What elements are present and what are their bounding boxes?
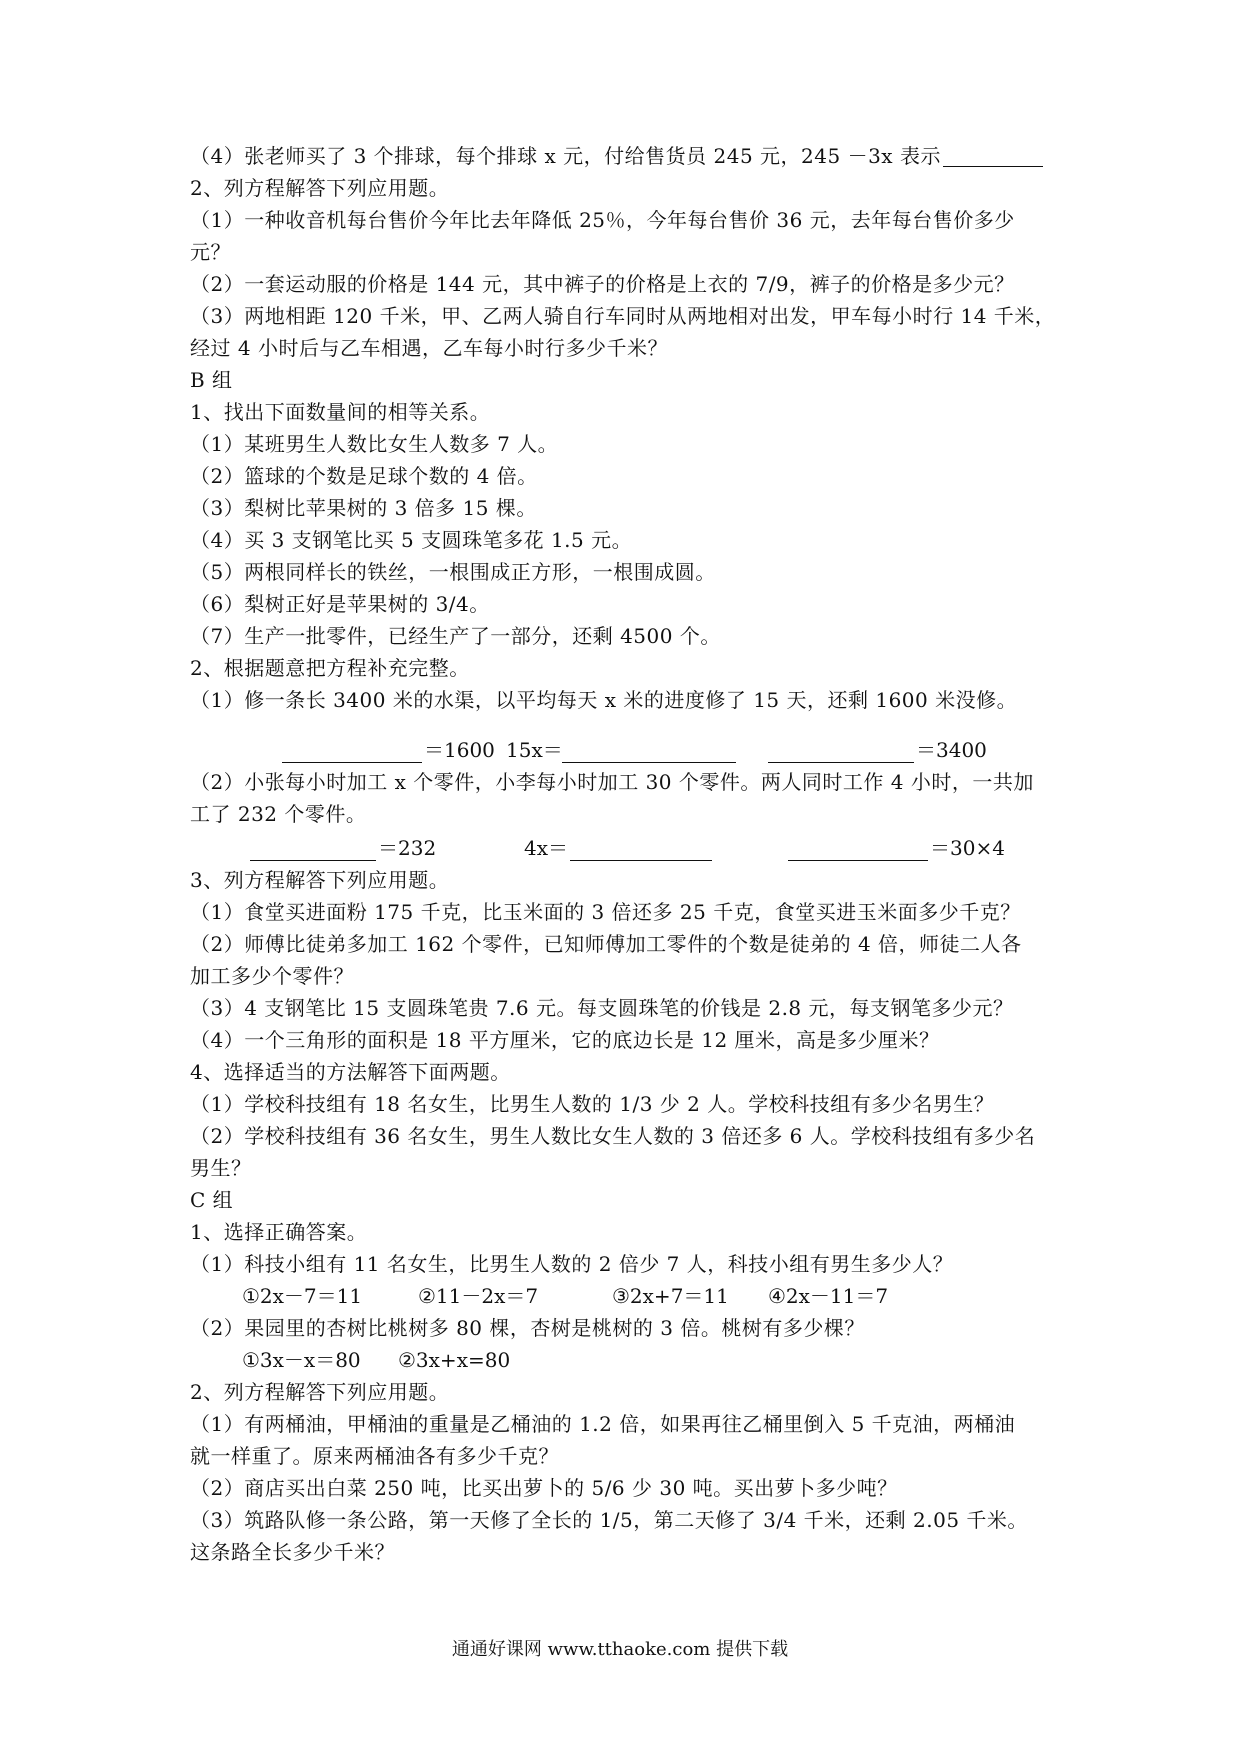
text-line: （6）梨树正好是苹果树的 3/4。 <box>190 592 490 616</box>
choice-option: ②11－2x＝7 <box>418 1284 539 1308</box>
text-line: （2）篮球的个数是足球个数的 4 倍。 <box>190 464 538 488</box>
equation-part: ＝232 <box>378 836 437 860</box>
text-line: （5）两根同样长的铁丝，一根围成正方形，一根围成圆。 <box>190 560 716 584</box>
text-line: （2）果园里的杏树比桃树多 80 棵，杏树是桃树的 3 倍。桃树有多少棵？ <box>190 1316 865 1340</box>
text-line: （3）两地相距 120 千米，甲、乙两人骑自行车同时从两地相对出发，甲车每小时行 14 千米， <box>190 304 1056 328</box>
answer-blank <box>768 740 914 763</box>
section-heading: 1、选择正确答案。 <box>190 1220 368 1244</box>
text-line: （1）食堂买进面粉 175 千克，比玉米面的 3 倍还多 25 千克，食堂买进玉米面多少千克？ <box>190 900 1021 924</box>
text-line: 元？ <box>190 240 231 264</box>
text-line: （2）商店买出白菜 250 吨，比买出萝卜的 5/6 少 30 吨。买出萝卜多少吨？ <box>190 1476 898 1500</box>
text-line: （2）一套运动服的价格是 144 元，其中裤子的价格是上衣的 7/9，裤子的价格是多少元？ <box>190 272 1015 296</box>
text-line: （2）学校科技组有 36 名女生，男生人数比女生人数的 3 倍还多 6 人。学校科技组有多少名 <box>190 1124 1036 1148</box>
text-line: （4）张老师买了 3 个排球，每个排球 x 元，付给售货员 245 元，245 －3x 表示 <box>190 140 1070 172</box>
choice-option: ③2x+7＝11 <box>612 1284 729 1308</box>
text-line: （3）梨树比苹果树的 3 倍多 15 棵。 <box>190 496 537 520</box>
section-heading: 2、列方程解答下列应用题。 <box>190 176 450 200</box>
answer-blank <box>788 838 928 861</box>
section-heading: 4、选择适当的方法解答下面两题。 <box>190 1060 511 1084</box>
equation-part: 4x＝ <box>524 836 569 860</box>
choice-option: ①2x－7＝11 <box>242 1284 363 1308</box>
group-heading-c: C 组 <box>190 1188 234 1212</box>
text-line: 工了 232 个零件。 <box>190 802 367 826</box>
text-line: 加工多少个零件？ <box>190 964 354 988</box>
section-heading: 3、列方程解答下列应用题。 <box>190 868 450 892</box>
group-heading-b: B 组 <box>190 368 233 392</box>
answer-blank <box>282 740 422 763</box>
section-heading: 2、列方程解答下列应用题。 <box>190 1380 450 1404</box>
equation-part: ＝3400 <box>916 738 987 762</box>
section-heading: 1、找出下面数量间的相等关系。 <box>190 400 491 424</box>
choice-option: ①3x－x＝80 <box>242 1348 361 1372</box>
text-line: （4）买 3 支钢笔比买 5 支圆珠笔多花 1.5 元。 <box>190 528 633 552</box>
text-line: 男生？ <box>190 1156 252 1180</box>
text-line: （1）科技小组有 11 名女生，比男生人数的 2 倍少 7 人，科技小组有男生多少人？ <box>190 1252 954 1276</box>
choice-option: ④2x－11＝7 <box>768 1284 889 1308</box>
section-heading: 2、根据题意把方程补充完整。 <box>190 656 470 680</box>
choice-option: ②3x+x=80 <box>398 1348 511 1372</box>
text-line: （1）某班男生人数比女生人数多 7 人。 <box>190 432 559 456</box>
text-line: 这条路全长多少千米？ <box>190 1540 395 1564</box>
equation-part: 15x＝ <box>506 738 563 762</box>
text-line: （2）小张每小时加工 x 个零件，小李每小时加工 30 个零件。两人同时工作 4 小时，一共加 <box>190 770 1034 794</box>
text-line: （3）筑路队修一条公路，第一天修了全长的 1/5，第二天修了 3/4 千米，还剩 2.05 千米。 <box>190 1508 1028 1532</box>
text-line: （4）一个三角形的面积是 18 平方厘米，它的底边长是 12 厘米，高是多少厘米？ <box>190 1028 940 1052</box>
page-footer: 通通好课网 www.tthaoke.com 提供下载 <box>451 1639 789 1660</box>
equation-part: ＝1600 <box>424 738 495 762</box>
text-line: （3）4 支钢笔比 15 支圆珠笔贵 7.6 元。每支圆珠笔的价钱是 2.8 元，每支钢笔多少元？ <box>190 996 1014 1020</box>
answer-blank <box>250 838 376 861</box>
answer-blank <box>943 144 1043 167</box>
text-line: （7）生产一批零件，已经生产了一部分，还剩 4500 个。 <box>190 624 721 648</box>
text-line: （1）有两桶油，甲桶油的重量是乙桶油的 1.2 倍，如果再往乙桶里倒入 5 千克油，两桶油 <box>190 1412 1016 1436</box>
text-line: 经过 4 小时后与乙车相遇，乙车每小时行多少千米？ <box>190 336 668 360</box>
text-line: （1）一种收音机每台售价今年比去年降低 25％，今年每台售价 36 元，去年每台售价多少 <box>190 208 1015 232</box>
answer-blank <box>570 838 712 861</box>
answer-blank <box>562 740 736 763</box>
text-line: （2）师傅比徒弟多加工 162 个零件，已知师傅加工零件的个数是徒弟的 4 倍，师徒二人各 <box>190 932 1022 956</box>
text-line: （1）学校科技组有 18 名女生，比男生人数的 1/3 少 2 人。学校科技组有多少名男生？ <box>190 1092 995 1116</box>
text-line: 就一样重了。原来两桶油各有多少千克？ <box>190 1444 559 1468</box>
text-line: （1）修一条长 3400 米的水渠，以平均每天 x 米的进度修了 15 天，还剩 1600 米没修。 <box>190 688 1018 712</box>
equation-part: ＝30×4 <box>930 836 1005 860</box>
